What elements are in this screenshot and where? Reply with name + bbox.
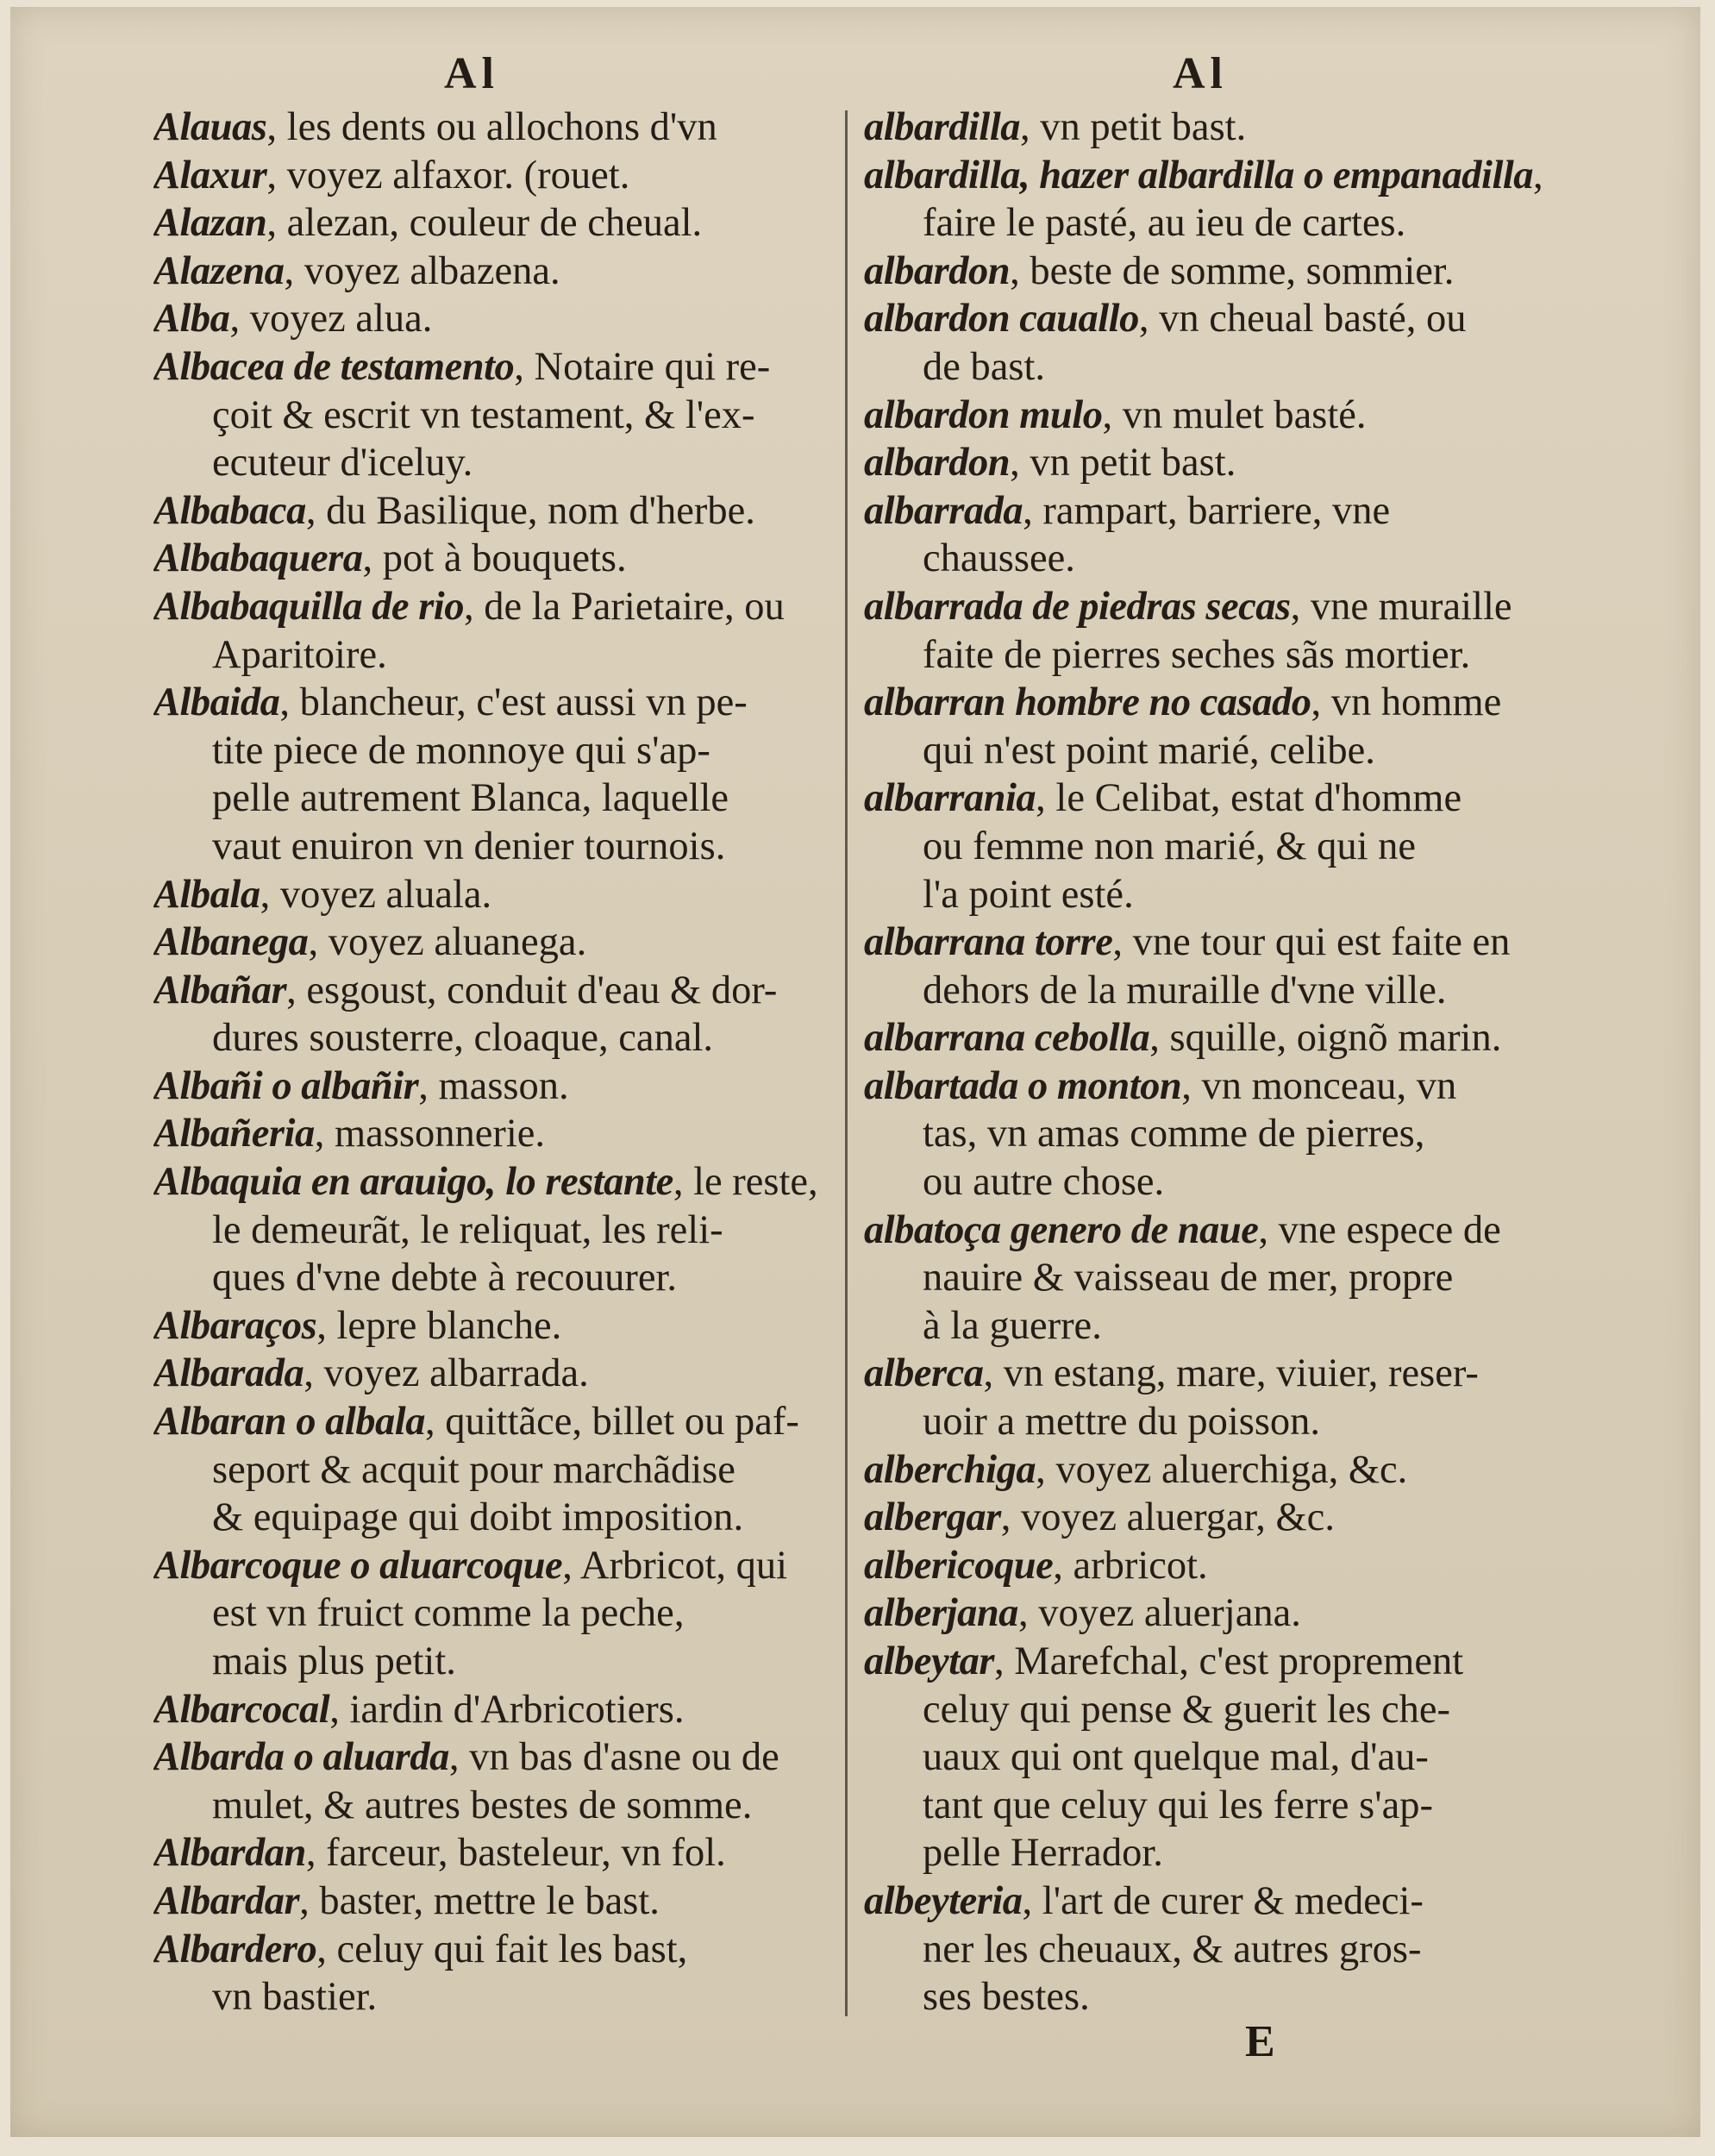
entry-continuation-line: [864, 1973, 1554, 2021]
entry-headword: albeytar: [864, 1639, 994, 1683]
entry-continuation-line: [153, 439, 835, 487]
dictionary-entry: [864, 1589, 1554, 1638]
entry-continuation-line: [864, 967, 1554, 1015]
entry-definition: , Arbricot, qui: [562, 1543, 788, 1588]
entry-headword: Albañeria: [153, 1112, 315, 1156]
entry-continuation-line: [864, 1686, 1554, 1734]
entry-headword: Albacea de testamento: [153, 344, 515, 389]
entry-definition: chaussee.: [923, 536, 1075, 581]
entry-headword: Albala: [153, 872, 260, 917]
dictionary-entry: [864, 1350, 1554, 1398]
entry-headword: albartada o monton: [864, 1063, 1182, 1108]
entry-definition: uoir a mettre du poisson.: [923, 1400, 1321, 1445]
entry-headword: Albaran o albala: [153, 1400, 425, 1445]
dictionary-entry: [153, 1686, 835, 1734]
entry-continuation-line: [864, 1110, 1554, 1158]
entry-headword: Alauas: [153, 105, 267, 149]
dictionary-entry: [864, 295, 1554, 343]
dictionary-entry: [864, 774, 1554, 823]
entry-definition: Aparitoire.: [212, 632, 387, 677]
column-divider: [845, 110, 848, 2016]
dictionary-entry: [153, 679, 835, 727]
entry-headword: Albarada: [153, 1351, 304, 1396]
entry-definition: , vn petit bast.: [1020, 105, 1247, 149]
dictionary-entry: [864, 918, 1554, 967]
entry-headword: albarrada de piedras secas: [864, 584, 1291, 629]
entry-headword: Albabaquera: [153, 536, 363, 581]
dictionary-entry: [864, 103, 1554, 152]
entry-continuation-line: [153, 631, 835, 680]
entry-definition: ,: [1533, 153, 1543, 197]
dictionary-entry: [153, 295, 835, 343]
entry-continuation-line: [864, 1158, 1554, 1206]
entry-headword: Alaxur: [153, 153, 267, 197]
right-running-header: Al: [1173, 49, 1228, 98]
dictionary-entry: [864, 1206, 1554, 1255]
entry-definition: est vn fruict comme la peche,: [212, 1591, 685, 1636]
dictionary-entry: [153, 199, 835, 248]
entry-definition: , massonnerie.: [314, 1112, 546, 1156]
entry-continuation-line: [153, 1973, 835, 2021]
entry-continuation-line: [153, 392, 835, 440]
entry-headword: Albaquia en arauigo, lo restante: [153, 1160, 673, 1205]
entry-continuation-line: [153, 1589, 835, 1638]
entry-continuation-line: [864, 535, 1554, 583]
entry-continuation-line: [864, 1926, 1554, 1974]
entry-continuation-line: [864, 1398, 1554, 1446]
entry-definition: qui n'est point marié, celibe.: [923, 728, 1375, 773]
entry-headword: Albarda o aluarda: [153, 1735, 449, 1780]
entry-definition: , voyez aluanega.: [308, 920, 587, 965]
dictionary-entry: [153, 535, 835, 583]
entry-definition: l'a point esté.: [923, 872, 1134, 917]
entry-definition: uaux qui ont quelque mal, d'au-: [923, 1735, 1429, 1780]
dictionary-entry: [153, 1302, 835, 1351]
entry-definition: pelle autrement Blanca, laquelle: [212, 776, 729, 821]
left-running-header: Al: [444, 49, 499, 98]
dictionary-entry: [153, 1542, 835, 1590]
entry-definition: , alezan, couleur de cheual.: [266, 201, 703, 246]
entry-continuation-line: [864, 1302, 1554, 1351]
dictionary-entry: [864, 1494, 1554, 1542]
entry-continuation-line: [864, 631, 1554, 680]
entry-definition: , le Celibat, estat d'homme: [1036, 776, 1462, 821]
entry-headword: Albabaca: [153, 488, 306, 533]
entry-definition: , arbricot.: [1053, 1543, 1208, 1588]
dictionary-entry: [864, 392, 1554, 440]
entry-definition: , squille, oignõ marin.: [1149, 1016, 1502, 1061]
entry-headword: Albaraços: [153, 1303, 317, 1348]
entry-definition: , Marefchal, c'est proprement: [993, 1639, 1464, 1683]
entry-definition: le demeurãt, le reliquat, les reli-: [212, 1207, 723, 1252]
entry-definition: , farceur, basteleur, vn fol.: [305, 1831, 726, 1876]
entry-continuation-line: [864, 1829, 1554, 1877]
entry-definition: tas, vn amas comme de pierres,: [923, 1112, 1425, 1156]
dictionary-entry: [864, 1542, 1554, 1590]
entry-definition: , masson.: [418, 1063, 569, 1108]
dictionary-entry: [153, 1158, 835, 1206]
entry-definition: , vn cheual basté, ou: [1138, 297, 1467, 342]
entry-headword: Albardan: [153, 1831, 306, 1876]
entry-definition: nauire & vaisseau de mer, propre: [923, 1256, 1454, 1300]
entry-definition: ner les cheuaux, & autres gros-: [923, 1927, 1422, 1971]
entry-continuation-line: [864, 871, 1554, 919]
entry-headword: albarrana cebolla: [864, 1016, 1150, 1061]
dictionary-entry: [153, 1110, 835, 1158]
entry-headword: Alazan: [153, 201, 267, 246]
entry-definition: dures sousterre, cloaque, canal.: [212, 1016, 714, 1061]
entry-headword: albatoça genero de naue: [864, 1207, 1259, 1252]
entry-continuation-line: [153, 1014, 835, 1062]
entry-definition: , voyez alua.: [229, 297, 433, 342]
dictionary-entry: [153, 1062, 835, 1111]
entry-headword: alberjana: [864, 1591, 1018, 1636]
signature-mark: E: [1245, 2017, 1275, 2066]
entry-definition: , du Basilique, nom d'herbe.: [305, 488, 755, 533]
left-column: [153, 103, 835, 2021]
dictionary-entry: [153, 343, 835, 392]
entry-continuation-line: [153, 774, 835, 823]
entry-definition: , voyez alfaxor. (rouet.: [266, 153, 630, 197]
dictionary-entry: [153, 1398, 835, 1446]
entry-definition: , iardin d'Arbricotiers.: [329, 1687, 685, 1732]
entry-headword: albeyteria: [864, 1878, 1023, 1923]
entry-definition: faite de pierres seches sãs mortier.: [923, 632, 1471, 677]
entry-headword: albardon cauallo: [864, 297, 1139, 342]
entry-definition: ecuteur d'iceluy.: [212, 441, 473, 486]
entry-definition: de bast.: [923, 344, 1046, 389]
entry-headword: Albarcoque o aluarcoque: [153, 1543, 563, 1588]
entry-definition: , Notaire qui re-: [514, 344, 771, 389]
dictionary-entry: [153, 1733, 835, 1782]
dictionary-entry: [153, 1877, 835, 1926]
entry-definition: ses bestes.: [923, 1975, 1090, 2020]
entry-definition: vn bastier.: [212, 1975, 378, 2020]
entry-definition: , voyez aluala.: [260, 872, 492, 917]
entry-continuation-line: [864, 727, 1554, 775]
dictionary-entry: [864, 487, 1554, 536]
entry-continuation-line: [153, 1494, 835, 1542]
entry-headword: albarran hombre no casado: [864, 680, 1311, 725]
dictionary-entry: [864, 1638, 1554, 1686]
entry-headword: alberchiga: [864, 1447, 1036, 1492]
entry-definition: , vne espece de: [1258, 1207, 1501, 1252]
entry-headword: albericoque: [864, 1543, 1054, 1588]
dictionary-entry: [153, 248, 835, 296]
entry-continuation-line: [153, 823, 835, 871]
entry-headword: albarrania: [864, 776, 1036, 821]
dictionary-entry: [153, 103, 835, 152]
entry-headword: Albardar: [153, 1878, 300, 1923]
entry-definition: , voyez albazena.: [284, 248, 560, 293]
entry-definition: & equipage qui doibt imposition.: [212, 1495, 744, 1540]
entry-headword: Albarcocal: [153, 1687, 330, 1732]
entry-definition: , pot à bouquets.: [362, 536, 627, 581]
entry-definition: , vn petit bast.: [1010, 441, 1236, 486]
dictionary-entry: [864, 152, 1554, 200]
dictionary-entry: [864, 1014, 1554, 1062]
entry-headword: albardon mulo: [864, 392, 1103, 437]
entry-definition: ou autre chose.: [923, 1160, 1165, 1205]
right-column: [864, 103, 1554, 2021]
entry-definition: , l'art de curer & medeci-: [1022, 1878, 1424, 1923]
entry-definition: , esgoust, conduit d'eau & dor-: [286, 968, 778, 1012]
entry-definition: , vn monceau, vn: [1181, 1063, 1457, 1108]
dictionary-entry: [864, 248, 1554, 296]
entry-headword: Alazena: [153, 248, 285, 293]
entry-definition: , vn homme: [1311, 680, 1502, 725]
entry-continuation-line: [153, 1782, 835, 1830]
entry-definition: , voyez aluerjana.: [1017, 1591, 1301, 1636]
dictionary-page: [10, 7, 1700, 2137]
entry-definition: , blancheur, c'est aussi vn pe-: [279, 680, 748, 725]
entry-definition: , baster, mettre le bast.: [299, 1878, 660, 1923]
entry-headword: Albañar: [153, 968, 287, 1012]
dictionary-entry: [864, 1877, 1554, 1926]
entry-continuation-line: [864, 823, 1554, 871]
dictionary-entry: [864, 583, 1554, 631]
entry-definition: pelle Herrador.: [923, 1831, 1163, 1876]
entry-headword: albardon: [864, 248, 1011, 293]
entry-definition: dehors de la muraille d'vne ville.: [923, 968, 1447, 1012]
dictionary-entry: [864, 1062, 1554, 1111]
entry-definition: , vne muraille: [1290, 584, 1512, 629]
entry-definition: ou femme non marié, & qui ne: [923, 824, 1417, 868]
entry-headword: albardilla, hazer albardilla o empanadilla: [864, 153, 1534, 197]
entry-headword: Albañi o albañir: [153, 1063, 419, 1108]
entry-definition: , beste de somme, sommier.: [1010, 248, 1455, 293]
entry-definition: , quittãce, billet ou paf-: [424, 1400, 799, 1445]
entry-definition: , lepre blanche.: [316, 1303, 562, 1348]
entry-continuation-line: [864, 1254, 1554, 1302]
entry-definition: , vn mulet basté.: [1102, 392, 1367, 437]
entry-definition: , le reste,: [673, 1160, 818, 1205]
entry-headword: Albabaquilla de rio: [153, 584, 464, 629]
entry-definition: celuy qui pense & guerit les che-: [923, 1687, 1451, 1732]
dictionary-entry: [153, 1350, 835, 1398]
dictionary-entry: [153, 871, 835, 919]
entry-continuation-line: [864, 1733, 1554, 1782]
entry-headword: albardilla: [864, 105, 1021, 149]
entry-definition: , vn estang, mare, viuier, reser-: [983, 1351, 1479, 1396]
entry-headword: albardon: [864, 441, 1011, 486]
entry-definition: , les dents ou allochons d'vn: [266, 105, 717, 149]
entry-continuation-line: [153, 1254, 835, 1302]
dictionary-entry: [153, 1926, 835, 1974]
entry-headword: alberca: [864, 1351, 984, 1396]
entry-definition: mulet, & autres bestes de somme.: [212, 1783, 753, 1827]
entry-definition: , celuy qui fait les bast,: [316, 1927, 688, 1971]
entry-definition: , vne tour qui est faite en: [1112, 920, 1511, 965]
entry-definition: , vn bas d'asne ou de: [448, 1735, 779, 1780]
entry-definition: mais plus petit.: [212, 1639, 456, 1683]
entry-continuation-line: [864, 199, 1554, 248]
dictionary-entry: [153, 487, 835, 536]
dictionary-entry: [864, 439, 1554, 487]
entry-continuation-line: [153, 1638, 835, 1686]
entry-continuation-line: [864, 343, 1554, 392]
entry-headword: Albaida: [153, 680, 280, 725]
entry-continuation-line: [153, 727, 835, 775]
entry-continuation-line: [864, 1782, 1554, 1830]
entry-continuation-line: [153, 1206, 835, 1255]
entry-definition: ques d'vne debte à recouurer.: [212, 1256, 678, 1300]
entry-definition: vaut enuiron vn denier tournois.: [212, 824, 726, 868]
entry-definition: çoit & escrit vn testament, & l'ex-: [212, 392, 755, 437]
entry-definition: , voyez albarrada.: [304, 1351, 589, 1396]
dictionary-entry: [864, 1446, 1554, 1495]
entry-continuation-line: [153, 1446, 835, 1495]
dictionary-entry: [153, 918, 835, 967]
entry-headword: Alba: [153, 297, 230, 342]
entry-definition: tite piece de monnoye qui s'ap-: [212, 728, 710, 773]
entry-definition: , voyez aluerchiga, &c.: [1036, 1447, 1408, 1492]
entry-definition: faire le pasté, au ieu de cartes.: [923, 201, 1406, 246]
dictionary-entry: [153, 152, 835, 200]
dictionary-entry: [153, 1829, 835, 1877]
entry-headword: albergar: [864, 1495, 1001, 1540]
entry-headword: albarrada: [864, 488, 1023, 533]
dictionary-entry: [153, 967, 835, 1015]
entry-definition: , de la Parietaire, ou: [463, 584, 785, 629]
entry-headword: albarrana torre: [864, 920, 1113, 965]
entry-definition: à la guerre.: [923, 1303, 1102, 1348]
entry-headword: Albardero: [153, 1927, 317, 1971]
entry-definition: tant que celuy qui les ferre s'ap-: [923, 1783, 1433, 1827]
dictionary-entry: [153, 583, 835, 631]
dictionary-entry: [864, 679, 1554, 727]
entry-definition: , voyez aluergar, &c.: [1000, 1495, 1335, 1540]
entry-definition: seport & acquit pour marchãdise: [212, 1447, 735, 1492]
entry-definition: , rampart, barriere, vne: [1023, 488, 1391, 533]
entry-headword: Albanega: [153, 920, 309, 965]
